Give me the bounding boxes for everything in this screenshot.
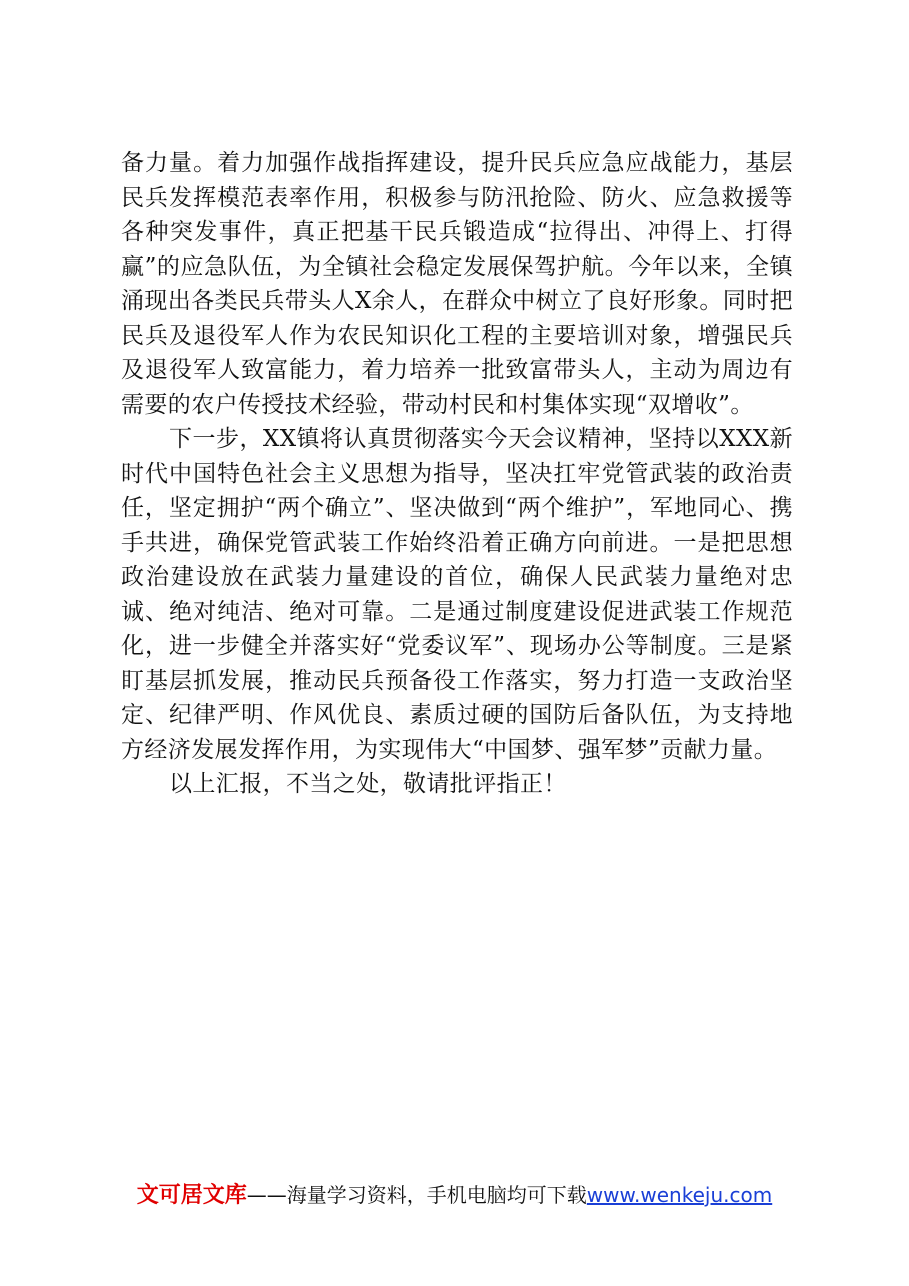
paragraph-next-steps: 下一步，XX镇将认真贯彻落实今天会议精神，坚持以XXX新时代中国特色社会主义思想为指导，坚决扛牢党管武装的政治责任，坚定拥护“两个确立”、坚决做到“两个维护”，军地同心、携手共进，确保党管武装工作始终沿着正确方向前进。一是把思想政治建设放在武装力量建设的首位，确保人民武装力量绝对忠诚、绝对纯洁、绝对可靠。二是通过制度建设促进武装工作规范化，进一步健全并落实好“党委议军”、现场办公等制度。三是紧盯基层抓发展，推动民兵预备役工作落实，努力打造一支政治坚定、纪律严明、作风优良、素质过硬的国防后备队伍，为支持地方经济发展发挥作用，为实现伟大“中国梦、强军梦”贡献力量。 [121, 426, 793, 763]
footer-brand: 文可居文库 [136, 1183, 247, 1208]
paragraph-continuation: 备力量。着力加强作战指挥建设，提升民兵应急应战能力，基层民兵发挥模范表率作用，积极参与防汛抢险、防火、应急救援等各种突发事件，真正把基干民兵锻造成“拉得出、冲得上、打得赢”的应急队伍，为全镇社会稳定发展保驾护航。今年以来，全镇涌现出各类民兵带头人X余人，在群众中树立了良好形象。同时把民兵及退役军人作为农民知识化工程的主要培训对象，增强民兵及退役军人致富能力，着力培养一批致富带头人，主动为周边有需要的农户传授技术经验，带动村民和村集体实现“双增收”。 [121, 150, 793, 418]
footer-slogan: ——海量学习资料，手机电脑均可下载 [246, 1183, 587, 1207]
paragraph-closing: 以上汇报，不当之处，敬请批评指正！ [169, 771, 567, 797]
document-body [121, 146, 793, 802]
footer-site-link[interactable]: www.wenkeju.com [586, 1183, 773, 1207]
footer-watermark [0, 1181, 909, 1210]
